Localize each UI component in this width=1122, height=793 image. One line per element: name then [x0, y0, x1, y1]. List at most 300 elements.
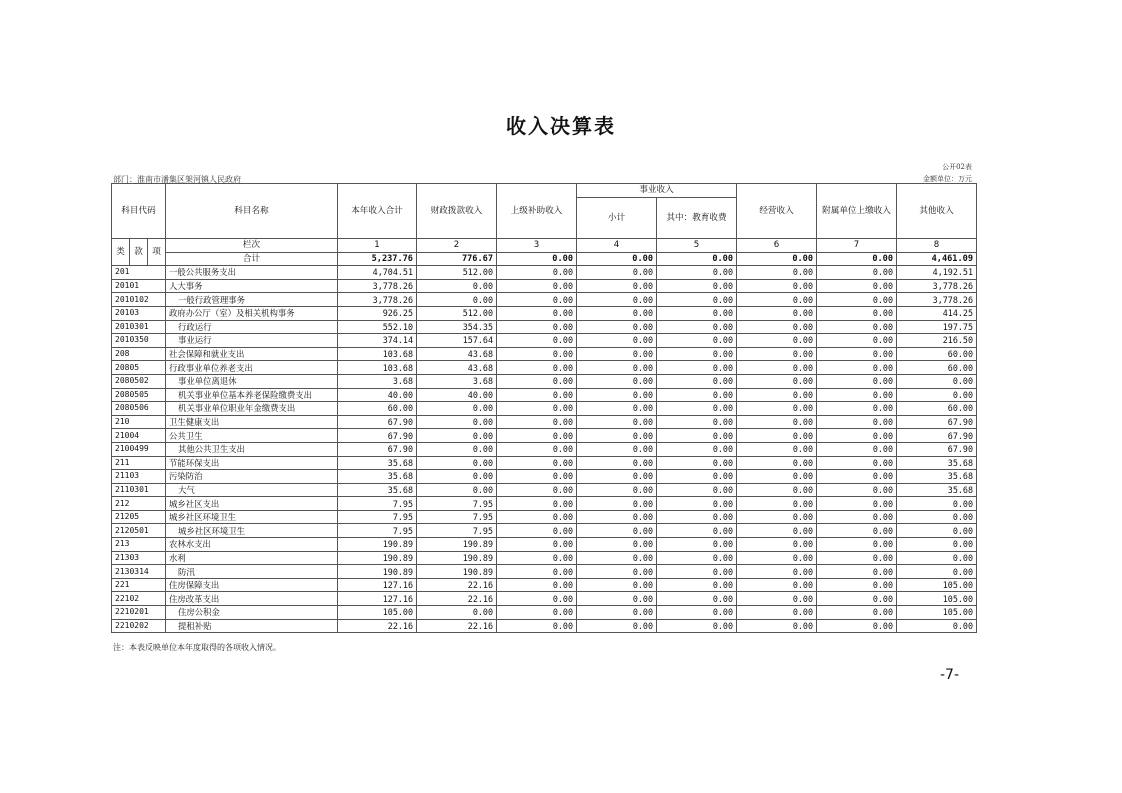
- amount-cell: 0.00: [817, 429, 897, 443]
- subject-name: 水利: [166, 551, 338, 565]
- amount-cell: 0.00: [497, 402, 577, 416]
- amount-cell: 105.00: [897, 592, 977, 606]
- amount-cell: 0.00: [737, 606, 817, 620]
- table-row: [112, 415, 977, 429]
- amount-cell: 0.00: [497, 565, 577, 579]
- amount-cell: 4,192.51: [897, 266, 977, 280]
- amount-cell: 0.00: [497, 606, 577, 620]
- amount-cell: 157.64: [417, 334, 497, 348]
- amount-cell: 0.00: [737, 483, 817, 497]
- subject-name: 事业单位离退休: [166, 374, 338, 388]
- amount-cell: 0.00: [657, 374, 737, 388]
- amount-cell: 0.00: [817, 483, 897, 497]
- subject-name: 行政运行: [166, 320, 338, 334]
- amount-cell: 105.00: [338, 606, 417, 620]
- amount-cell: 0.00: [657, 334, 737, 348]
- amount-cell: 0.00: [497, 578, 577, 592]
- subject-name: 住房保障支出: [166, 578, 338, 592]
- amount-cell: 0.00: [897, 497, 977, 511]
- department-label: 部门：淮南市潘集区架河镇人民政府: [113, 175, 241, 184]
- amount-cell: 0.00: [577, 347, 657, 361]
- subject-name: 住房公积金: [166, 606, 338, 620]
- amount-cell: 0.00: [577, 538, 657, 552]
- subject-code: 21205: [112, 510, 166, 524]
- header-other: 其他收入: [897, 184, 977, 239]
- subject-name: 其他公共卫生支出: [166, 442, 338, 456]
- table-row: [112, 578, 977, 592]
- table-row: [112, 388, 977, 402]
- amount-cell: 0.00: [657, 551, 737, 565]
- amount-cell: 190.89: [338, 538, 417, 552]
- amount-cell: 0.00: [657, 592, 737, 606]
- table-row: [112, 565, 977, 579]
- amount-cell: 0.00: [497, 524, 577, 538]
- header-enterprise-group: 事业收入: [577, 184, 737, 198]
- amount-cell: 67.90: [338, 429, 417, 443]
- amount-cell: 0.00: [817, 606, 897, 620]
- amount-cell: 43.68: [417, 361, 497, 375]
- amount-cell: 0.00: [417, 293, 497, 307]
- col-number: 5: [657, 239, 737, 253]
- amount-cell: 0.00: [737, 524, 817, 538]
- amount-cell: 0.00: [657, 266, 737, 280]
- amount-cell: 0.00: [577, 606, 657, 620]
- amount-cell: 0.00: [577, 279, 657, 293]
- amount-cell: 0.00: [817, 293, 897, 307]
- header-item: 项: [148, 239, 166, 266]
- amount-cell: 0.00: [817, 306, 897, 320]
- amount-cell: 0.00: [577, 320, 657, 334]
- amount-cell: 0.00: [657, 510, 737, 524]
- amount-cell: 67.90: [897, 442, 977, 456]
- subject-code: 2080502: [112, 374, 166, 388]
- table-row: [112, 551, 977, 565]
- amount-cell: 40.00: [417, 388, 497, 402]
- amount-cell: 0.00: [497, 619, 577, 633]
- amount-cell: 0.00: [577, 293, 657, 307]
- amount-cell: 216.50: [897, 334, 977, 348]
- subject-code: 20103: [112, 306, 166, 320]
- amount-cell: 40.00: [338, 388, 417, 402]
- amount-cell: 0.00: [897, 510, 977, 524]
- subject-name: 事业运行: [166, 334, 338, 348]
- amount-cell: 374.14: [338, 334, 417, 348]
- amount-cell: 0.00: [737, 306, 817, 320]
- subject-code: 22102: [112, 592, 166, 606]
- table-row: [112, 510, 977, 524]
- amount-cell: 35.68: [897, 456, 977, 470]
- amount-cell: 197.75: [897, 320, 977, 334]
- table-row: [112, 442, 977, 456]
- table-row: [112, 266, 977, 280]
- amount-cell: 0.00: [417, 606, 497, 620]
- amount-cell: 0.00: [417, 470, 497, 484]
- header-class: 类: [112, 239, 130, 266]
- amount-cell: 0.00: [497, 551, 577, 565]
- amount-cell: 0.00: [577, 334, 657, 348]
- subject-code: 21004: [112, 429, 166, 443]
- amount-cell: 0.00: [577, 388, 657, 402]
- amount-cell: 0.00: [417, 483, 497, 497]
- amount-cell: 0.00: [577, 470, 657, 484]
- amount-cell: 0.00: [657, 578, 737, 592]
- col-number: 7: [817, 239, 897, 253]
- header-operation: 经营收入: [737, 184, 817, 239]
- subject-name: 提租补贴: [166, 619, 338, 633]
- subject-code: 2210202: [112, 619, 166, 633]
- amount-cell: 0.00: [497, 510, 577, 524]
- table-row: [112, 606, 977, 620]
- table-row: [112, 320, 977, 334]
- subject-name: 行政事业单位养老支出: [166, 361, 338, 375]
- amount-cell: 43.68: [417, 347, 497, 361]
- amount-cell: 67.90: [897, 415, 977, 429]
- amount-cell: 0.00: [417, 279, 497, 293]
- subject-code: 21303: [112, 551, 166, 565]
- amount-cell: 0.00: [657, 606, 737, 620]
- subject-code: 201: [112, 266, 166, 280]
- amount-cell: 0.00: [657, 619, 737, 633]
- table-row: [112, 279, 977, 293]
- amount-cell: 0.00: [817, 565, 897, 579]
- table-row: [112, 524, 977, 538]
- subject-name: 大气: [166, 483, 338, 497]
- amount-cell: 0.00: [737, 402, 817, 416]
- table-row: [112, 470, 977, 484]
- subject-code: 2080506: [112, 402, 166, 416]
- amount-cell: 0.00: [817, 402, 897, 416]
- amount-cell: 0.00: [817, 415, 897, 429]
- amount-cell: 103.68: [338, 361, 417, 375]
- amount-cell: 0.00: [577, 497, 657, 511]
- amount-cell: 127.16: [338, 578, 417, 592]
- unit-label: 金额单位：万元: [923, 175, 972, 183]
- amount-cell: 0.00: [577, 483, 657, 497]
- amount-cell: 0.00: [817, 578, 897, 592]
- header-education: 其中：教育收费: [657, 197, 737, 238]
- amount-cell: 0.00: [497, 361, 577, 375]
- amount-cell: 7.95: [417, 510, 497, 524]
- amount-cell: 0.00: [737, 347, 817, 361]
- amount-cell: 0.00: [737, 279, 817, 293]
- amount-cell: 0.00: [737, 456, 817, 470]
- table-row: [112, 347, 977, 361]
- table-row: [112, 429, 977, 443]
- amount-cell: 0.00: [817, 361, 897, 375]
- total-value: 0.00: [817, 252, 897, 266]
- table-row: [112, 334, 977, 348]
- subject-code: 212: [112, 497, 166, 511]
- subject-code: 211: [112, 456, 166, 470]
- amount-cell: 103.68: [338, 347, 417, 361]
- col-number: 3: [497, 239, 577, 253]
- amount-cell: 35.68: [897, 470, 977, 484]
- amount-cell: 0.00: [657, 524, 737, 538]
- amount-cell: 0.00: [657, 565, 737, 579]
- subject-code: 2110301: [112, 483, 166, 497]
- amount-cell: 512.00: [417, 266, 497, 280]
- total-value: 4,461.09: [897, 252, 977, 266]
- amount-cell: 0.00: [497, 347, 577, 361]
- amount-cell: 0.00: [817, 619, 897, 633]
- amount-cell: 0.00: [737, 578, 817, 592]
- amount-cell: 0.00: [577, 592, 657, 606]
- amount-cell: 0.00: [577, 306, 657, 320]
- table-row: [112, 619, 977, 633]
- amount-cell: 0.00: [577, 266, 657, 280]
- amount-cell: 190.89: [417, 538, 497, 552]
- amount-cell: 190.89: [417, 551, 497, 565]
- amount-cell: 0.00: [497, 497, 577, 511]
- subject-name: 城乡社区支出: [166, 497, 338, 511]
- amount-cell: 0.00: [737, 497, 817, 511]
- amount-cell: 0.00: [657, 538, 737, 552]
- amount-cell: 3.68: [338, 374, 417, 388]
- amount-cell: 0.00: [657, 347, 737, 361]
- amount-cell: 3,778.26: [338, 279, 417, 293]
- subject-code: 213: [112, 538, 166, 552]
- amount-cell: 22.16: [417, 619, 497, 633]
- amount-cell: 4,704.51: [338, 266, 417, 280]
- amount-cell: 0.00: [417, 456, 497, 470]
- header-affiliated: 附属单位上缴收入: [817, 184, 897, 239]
- amount-cell: 354.35: [417, 320, 497, 334]
- amount-cell: 0.00: [657, 483, 737, 497]
- amount-cell: 7.95: [338, 510, 417, 524]
- amount-cell: 0.00: [577, 565, 657, 579]
- amount-cell: 105.00: [897, 578, 977, 592]
- amount-cell: 127.16: [338, 592, 417, 606]
- amount-cell: 0.00: [577, 429, 657, 443]
- amount-cell: 0.00: [817, 524, 897, 538]
- header-superior: 上级补助收入: [497, 184, 577, 239]
- amount-cell: 0.00: [817, 334, 897, 348]
- amount-cell: 0.00: [577, 442, 657, 456]
- total-value: 0.00: [737, 252, 817, 266]
- amount-cell: 0.00: [497, 483, 577, 497]
- subject-name: 污染防治: [166, 470, 338, 484]
- amount-cell: 0.00: [817, 388, 897, 402]
- amount-cell: 22.16: [417, 578, 497, 592]
- amount-cell: 3,778.26: [897, 279, 977, 293]
- amount-cell: 926.25: [338, 306, 417, 320]
- amount-cell: 0.00: [817, 320, 897, 334]
- total-value: 0.00: [497, 252, 577, 266]
- header-fiscal: 财政拨款收入: [417, 184, 497, 239]
- amount-cell: 0.00: [897, 538, 977, 552]
- amount-cell: 60.00: [897, 402, 977, 416]
- subject-code: 20101: [112, 279, 166, 293]
- amount-cell: 0.00: [897, 619, 977, 633]
- amount-cell: 60.00: [897, 361, 977, 375]
- amount-cell: 60.00: [897, 347, 977, 361]
- amount-cell: 35.68: [338, 483, 417, 497]
- col-number: 4: [577, 239, 657, 253]
- amount-cell: 190.89: [338, 551, 417, 565]
- amount-cell: 35.68: [338, 470, 417, 484]
- amount-cell: 0.00: [577, 619, 657, 633]
- amount-cell: 22.16: [338, 619, 417, 633]
- amount-cell: 0.00: [577, 510, 657, 524]
- amount-cell: 0.00: [417, 429, 497, 443]
- amount-cell: 0.00: [817, 442, 897, 456]
- amount-cell: 0.00: [737, 388, 817, 402]
- amount-cell: 3,778.26: [897, 293, 977, 307]
- subject-name: 社会保障和就业支出: [166, 347, 338, 361]
- table-row: [112, 306, 977, 320]
- amount-cell: 0.00: [737, 592, 817, 606]
- amount-cell: 67.90: [338, 442, 417, 456]
- subject-name: 城乡社区环境卫生: [166, 510, 338, 524]
- amount-cell: 0.00: [817, 470, 897, 484]
- col-number: 6: [737, 239, 817, 253]
- amount-cell: 0.00: [737, 470, 817, 484]
- amount-cell: 0.00: [417, 402, 497, 416]
- subject-name: 农林水支出: [166, 538, 338, 552]
- amount-cell: 0.00: [737, 334, 817, 348]
- amount-cell: 35.68: [897, 483, 977, 497]
- amount-cell: 0.00: [737, 266, 817, 280]
- amount-cell: 0.00: [497, 334, 577, 348]
- table-body: [112, 266, 977, 633]
- amount-cell: 0.00: [737, 374, 817, 388]
- amount-cell: 190.89: [338, 565, 417, 579]
- subject-name: 一般公共服务支出: [166, 266, 338, 280]
- table-row: [112, 538, 977, 552]
- subject-name: 城乡社区环境卫生: [166, 524, 338, 538]
- amount-cell: 7.95: [417, 497, 497, 511]
- table-row: [112, 497, 977, 511]
- subject-name: 公共卫生: [166, 429, 338, 443]
- subject-name: 人大事务: [166, 279, 338, 293]
- amount-cell: 0.00: [897, 565, 977, 579]
- amount-cell: 0.00: [897, 524, 977, 538]
- table-row: [112, 361, 977, 375]
- amount-cell: 512.00: [417, 306, 497, 320]
- subject-code: 221: [112, 578, 166, 592]
- amount-cell: 0.00: [497, 456, 577, 470]
- amount-cell: 0.00: [657, 320, 737, 334]
- amount-cell: 0.00: [737, 619, 817, 633]
- amount-cell: 0.00: [737, 293, 817, 307]
- amount-cell: 190.89: [417, 565, 497, 579]
- amount-cell: 0.00: [657, 293, 737, 307]
- amount-cell: 552.10: [338, 320, 417, 334]
- amount-cell: 0.00: [577, 524, 657, 538]
- total-value: 0.00: [577, 252, 657, 266]
- amount-cell: 0.00: [817, 510, 897, 524]
- subject-name: 机关事业单位基本养老保险缴费支出: [166, 388, 338, 402]
- amount-cell: 0.00: [657, 497, 737, 511]
- amount-cell: 0.00: [497, 374, 577, 388]
- amount-cell: 0.00: [577, 578, 657, 592]
- subject-code: 20805: [112, 361, 166, 375]
- amount-cell: 0.00: [897, 388, 977, 402]
- amount-cell: 0.00: [817, 456, 897, 470]
- subject-name: 住房改革支出: [166, 592, 338, 606]
- header-total: 本年收入合计: [338, 184, 417, 239]
- col-number: 8: [897, 239, 977, 253]
- amount-cell: 0.00: [497, 293, 577, 307]
- amount-cell: 0.00: [497, 592, 577, 606]
- amount-cell: 0.00: [497, 320, 577, 334]
- amount-cell: 67.90: [897, 429, 977, 443]
- amount-cell: 0.00: [737, 361, 817, 375]
- subject-code: 2130314: [112, 565, 166, 579]
- amount-cell: 105.00: [897, 606, 977, 620]
- amount-cell: 3.68: [417, 374, 497, 388]
- header-name: 科目名称: [166, 184, 338, 239]
- amount-cell: 0.00: [497, 415, 577, 429]
- table-row: [112, 456, 977, 470]
- amount-cell: 414.25: [897, 306, 977, 320]
- subject-code: 2010102: [112, 293, 166, 307]
- subject-name: 政府办公厅（室）及相关机构事务: [166, 306, 338, 320]
- amount-cell: 0.00: [657, 415, 737, 429]
- col-number: 2: [417, 239, 497, 253]
- amount-cell: 0.00: [657, 388, 737, 402]
- amount-cell: 0.00: [657, 279, 737, 293]
- page-number: -7-: [940, 667, 960, 683]
- subject-name: 防汛: [166, 565, 338, 579]
- subject-code: 2010350: [112, 334, 166, 348]
- table-row: [112, 402, 977, 416]
- subject-code: 2120501: [112, 524, 166, 538]
- table-row: [112, 293, 977, 307]
- amount-cell: 0.00: [737, 429, 817, 443]
- amount-cell: 60.00: [338, 402, 417, 416]
- amount-cell: 0.00: [657, 361, 737, 375]
- amount-cell: 0.00: [737, 551, 817, 565]
- amount-cell: 0.00: [657, 470, 737, 484]
- amount-cell: 0.00: [497, 306, 577, 320]
- amount-cell: 0.00: [737, 538, 817, 552]
- subject-name: 卫生健康支出: [166, 415, 338, 429]
- subject-code: 208: [112, 347, 166, 361]
- subject-name: 节能环保支出: [166, 456, 338, 470]
- amount-cell: 0.00: [497, 388, 577, 402]
- amount-cell: 0.00: [577, 374, 657, 388]
- amount-cell: 0.00: [657, 442, 737, 456]
- amount-cell: 0.00: [497, 429, 577, 443]
- amount-cell: 0.00: [897, 551, 977, 565]
- subject-code: 2010301: [112, 320, 166, 334]
- amount-cell: 7.95: [338, 524, 417, 538]
- amount-cell: 0.00: [737, 565, 817, 579]
- amount-cell: 22.16: [417, 592, 497, 606]
- amount-cell: 3,778.26: [338, 293, 417, 307]
- amount-cell: 0.00: [497, 538, 577, 552]
- header-column-label: 栏次: [166, 239, 338, 253]
- amount-cell: 0.00: [817, 266, 897, 280]
- amount-cell: 0.00: [817, 279, 897, 293]
- amount-cell: 7.95: [338, 497, 417, 511]
- amount-cell: 0.00: [657, 306, 737, 320]
- total-value: 776.67: [417, 252, 497, 266]
- subject-code: 2100499: [112, 442, 166, 456]
- amount-cell: 0.00: [817, 551, 897, 565]
- amount-cell: 0.00: [577, 361, 657, 375]
- amount-cell: 0.00: [737, 415, 817, 429]
- amount-cell: 0.00: [817, 374, 897, 388]
- amount-cell: 7.95: [417, 524, 497, 538]
- amount-cell: 0.00: [577, 551, 657, 565]
- form-number: 公开02表: [942, 163, 972, 171]
- subject-code: 21103: [112, 470, 166, 484]
- amount-cell: 0.00: [417, 415, 497, 429]
- total-value: 5,237.76: [338, 252, 417, 266]
- amount-cell: 0.00: [497, 470, 577, 484]
